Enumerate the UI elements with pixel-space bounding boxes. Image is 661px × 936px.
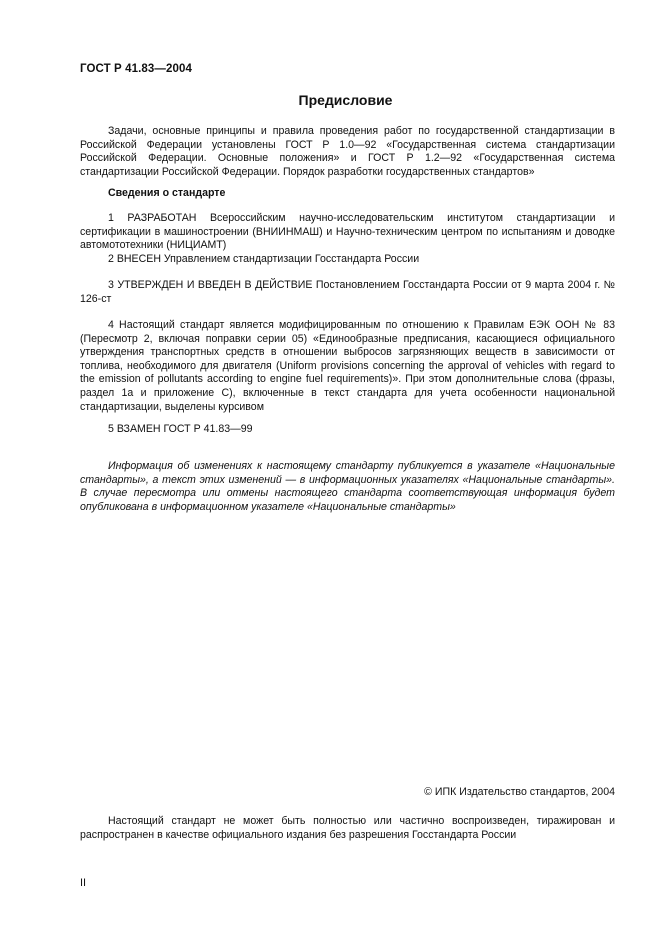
reproduction-notice: Настоящий стандарт не может быть полностью или частично воспроизведен, тиражирован и распространен в качестве официального издания без разрешения Госстандарта России [80, 815, 615, 841]
item-3-block [80, 279, 615, 306]
intro-paragraph-block [80, 125, 615, 179]
item-2: 2 ВНЕСЕН Управлением стандартизации Госстандарта России [108, 252, 420, 265]
item-5: 5 ВЗАМЕН ГОСТ Р 41.83—99 [108, 423, 253, 435]
item-4-block [80, 319, 615, 414]
copyright-line: © ИПК Издательство стандартов, 2004 [424, 786, 615, 798]
section-heading-block [80, 187, 615, 201]
info-notice-block [80, 460, 615, 514]
page-number: II [80, 877, 87, 889]
document-code: ГОСТ Р 41.83—2004 [80, 63, 192, 75]
page-title: Предисловие [298, 92, 393, 108]
item-1-block [80, 212, 615, 266]
item-4: 4 Настоящий стандарт является модифицированным по отношению к Правилам ЕЭК ООН № 83 (Пересмотр 2, включая поправки серии 05) «Единообразные предписания, касающиеся официального утверждения транспортных средств в отношении выбросов загрязняющих веществ в зависимости от топлива, необходимого для двигателя (Uniform provisions concerning the approval of vehicles with regard to the emission of pollutants according to engine fuel requirements)». При этом дополнительные слова (фразы, раздел 1а и приложение С), включенные в текст стандарта для учета особенности национальной стандартизации, выделены курсивом [80, 319, 615, 413]
item-3: 3 УТВЕРЖДЕН И ВВЕДЕН В ДЕЙСТВИЕ Постановлением Госстандарта России от 9 марта 2004 г. № 126-ст [80, 279, 615, 305]
info-notice: Информация об изменениях к настоящему стандарту публикуется в указателе «Национальные стандарты», а текст этих изменений — в информационных указателях «Национальные стандарты». В случае пересмотра или отмены настоящего стандарта соответствующая информация будет опубликована в информационном указателе «Национальные стандарты» [80, 460, 615, 513]
item-5-block [80, 423, 615, 437]
item-1: 1 РАЗРАБОТАН Всероссийским научно-исследовательским институтом стандартизации и сертификации в машиностроении (ВНИИНМАШ) и Научно-техническим центром по испытаниям и доводке автомототехники (НИЦИАМТ) [80, 212, 615, 252]
intro-paragraph: Задачи, основные принципы и правила проведения работ по государственной стандартизации в Российской Федерации установлены ГОСТ Р 1.0—92 «Государственная система стандартизации Российской Федерации. Основные положения» и ГОСТ Р 1.2—92 «Государственная система стандартизации Российской Федерации. Порядок разработки государственных стандартов» [80, 125, 615, 178]
section-heading: Сведения о стандарте [108, 187, 226, 199]
reproduction-notice-block [80, 815, 615, 842]
